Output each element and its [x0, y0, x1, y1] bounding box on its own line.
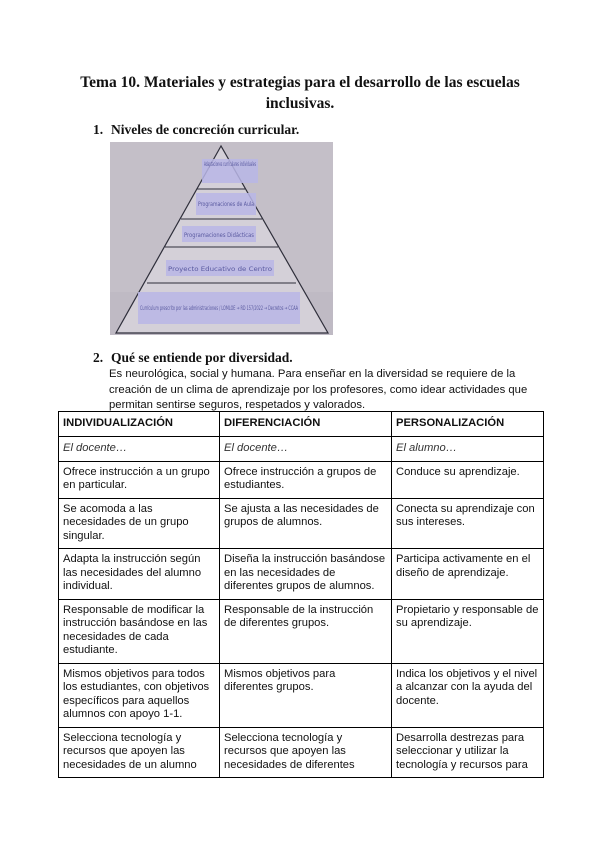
table-cell: Ofrece instrucción a un grupo en particular. — [59, 461, 220, 498]
table-cell: El docente… — [220, 437, 392, 462]
table-cell: El docente… — [59, 437, 220, 462]
table-cell: Selecciona tecnología y recursos que apoyen las necesidades de diferentes — [220, 727, 392, 778]
table-cell: Responsable de modificar la instrucción basándose en las necesidades de cada estudiante. — [59, 599, 220, 663]
section-number: 1. — [93, 122, 104, 137]
table-cell: Se ajusta a las necesidades de grupos de alumnos. — [220, 498, 392, 549]
header-personalizacion: PERSONALIZACIÓN — [392, 412, 544, 437]
table-row — [59, 599, 544, 663]
section-heading-2 — [93, 350, 293, 366]
table-cell: Mismos objetivos para todos los estudiantes, con objetivos específicos para aquellos alumnos con apoyo 1-1. — [59, 663, 220, 727]
pyramid-label-3: Programaciones Didácticas — [184, 232, 270, 239]
table-cell: Propietario y responsable de su aprendizaje. — [392, 599, 544, 663]
header-diferenciacion: DIFERENCIACIÓN — [220, 412, 392, 437]
table-cell: Selecciona tecnología y recursos que apoyen las necesidades de un alumno — [59, 727, 220, 778]
table-cell: Mismos objetivos para diferentes grupos. — [220, 663, 392, 727]
pyramid-label-2: Programaciones de Aula — [198, 201, 255, 208]
pyramid-label-5: Currículum prescrito por las administraciones / LOMLOE → RD 157/2022 → Decretos → CCAA — [140, 305, 431, 312]
table-cell: Adapta la instrucción según las necesidades del alumno individual. — [59, 549, 220, 600]
pyramid-photo — [110, 142, 431, 335]
pyramid-label-1: Adaptaciones curriculares individuales — [204, 161, 256, 168]
table-cell: Conduce su aprendizaje. — [392, 461, 544, 498]
document-title: Tema 10. Materiales y estrategias para el desarrollo de las escuelas inclusivas. — [80, 74, 520, 112]
table-cell: Diseña la instrucción basándose en las necesidades de diferentes grupos de alumnos. — [220, 549, 392, 600]
table-header-row — [59, 412, 544, 437]
table-cell: Indica los objetivos y el nivel a alcanzar con la ayuda del docente. — [392, 663, 544, 727]
section-title: Qué se entiende por diversidad. — [111, 350, 293, 365]
table-row — [59, 663, 544, 727]
header-individualizacion: INDIVIDUALIZACIÓN — [59, 412, 220, 437]
table-row — [59, 498, 544, 549]
table-row — [59, 461, 544, 498]
section-heading-1 — [93, 122, 299, 138]
pyramid-label-4: Proyecto Educativo de Centro — [168, 266, 273, 273]
section-title: Niveles de concreción curricular. — [111, 122, 300, 137]
table-lead-row — [59, 437, 544, 462]
table-row — [59, 549, 544, 600]
table-cell: El alumno… — [392, 437, 544, 462]
comparison-table — [58, 411, 544, 778]
table-cell: Conecta su aprendizaje con sus intereses. — [392, 498, 544, 549]
table-cell: Participa activamente en el diseño de aprendizaje. — [392, 549, 544, 600]
table-row — [59, 727, 544, 778]
table-cell: Se acomoda a las necesidades de un grupo singular. — [59, 498, 220, 549]
table-cell: Responsable de la instrucción de diferentes grupos. — [220, 599, 392, 663]
diversity-paragraph: Es neurológica, social y humana. Para enseñar en la diversidad se requiere de la creación de un clima de aprendizaje por los profesores, como idear actividades que permitan sentirse seguros, respetados y valorados. — [109, 368, 528, 411]
table-cell: Ofrece instrucción a grupos de estudiantes. — [220, 461, 392, 498]
table-cell: Desarrolla destrezas para seleccionar y utilizar la tecnología y recursos para — [392, 727, 544, 778]
section-number: 2. — [93, 350, 104, 365]
